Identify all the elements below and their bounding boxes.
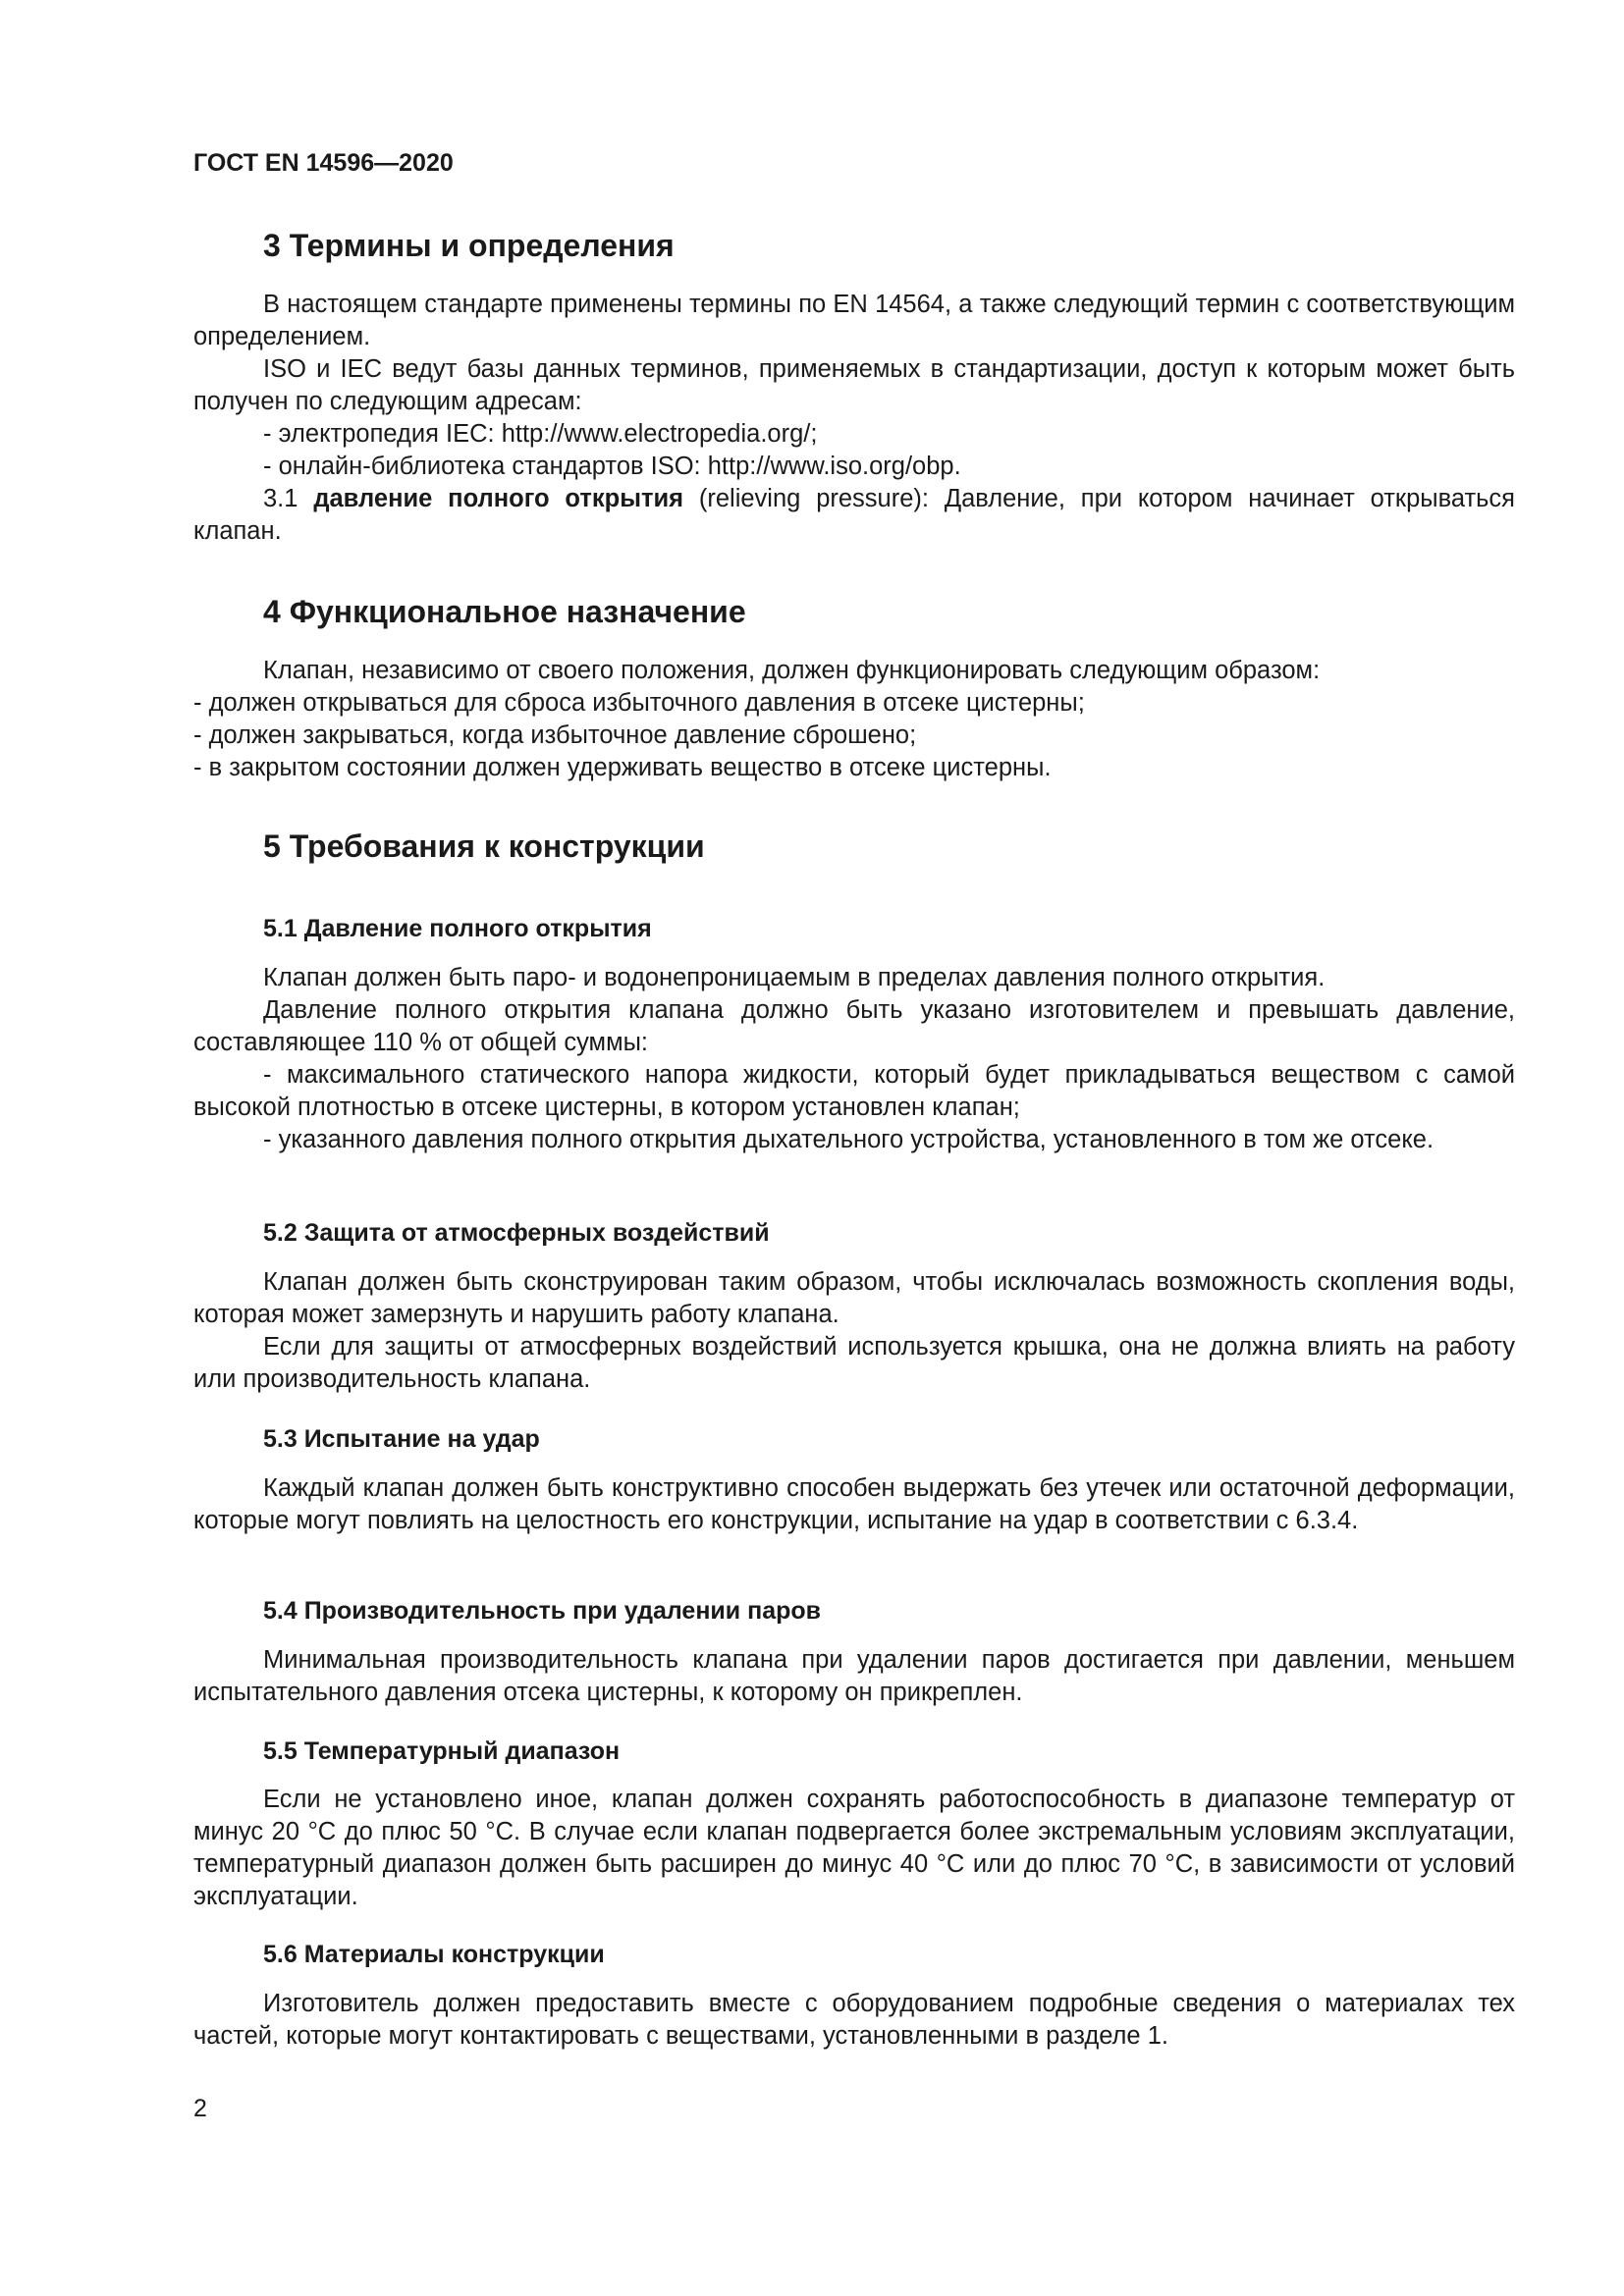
subsection-5-3-title: 5.3 Испытание на удар [263, 1425, 540, 1453]
section-3-body [193, 289, 1515, 548]
subsection-5-5-body [193, 1784, 1515, 1913]
paragraph: - указанного давления полного открытия дыхательного устройства, установленного в том же отсеке. [263, 1126, 1435, 1153]
term-definition [193, 483, 1515, 548]
term-number: 3.1 [263, 485, 298, 512]
paragraph: Минимальная производительность клапана при удалении паров достигается при давлении, меньшем испытательного давления отсека цистерны, к которому он прикреплен. [193, 1646, 1515, 1706]
page-number: 2 [193, 2095, 207, 2122]
subsection-5-1-body [193, 962, 1515, 1156]
paragraph: Если не установлено иное, клапан должен сохранять работоспособность в диапазоне температур от минус 20 °С до плюс 50 °С. В случае если клапан подвергается более экстремальным условиям эксплуатации, температурный диапазон должен быть расширен до минус 40 °С или до плюс 70 °С, в зависимости от условий эксплуатации. [193, 1786, 1515, 1910]
paragraph: - максимального статического напора жидкости, который будет прикладываться веществом с самой высокой плотностью в отсеке цистерны, в котором установлен клапан; [193, 1061, 1515, 1121]
paragraph: ISO и IEC ведут базы данных терминов, применяемых в стандартизации, доступ к которым может быть получен по следующим адресам: [193, 355, 1515, 415]
subsection-5-2-body [193, 1266, 1515, 1396]
term-text: (relieving pressure): Давление, при котором начинает открываться клапан. [193, 485, 1515, 545]
subsection-5-6-body [193, 1988, 1515, 2053]
section-3-title: 3 Термины и определения [263, 228, 675, 263]
list-item: - в закрытом состоянии должен удерживать вещество в отсеке цистерны. [193, 754, 1052, 781]
section-4-body [193, 655, 1515, 784]
list-item: - должен открываться для сброса избыточного давления в отсеке цистерны; [193, 689, 1085, 717]
paragraph: Если для защиты от атмосферных воздействий используется крышка, она не должна влиять на работу или производительность клапана. [193, 1333, 1515, 1393]
paragraph: Клапан должен быть паро- и водонепроницаемым в пределах давления полного открытия. [263, 964, 1326, 991]
document-header: ГОСТ EN 14596—2020 [193, 149, 454, 177]
list-item: - онлайн-библиотека стандартов ISO: http://www.iso.org/obp. [263, 453, 961, 480]
section-4-title: 4 Функциональное назначение [263, 594, 746, 629]
section-5-title: 5 Требования к конструкции [263, 828, 705, 864]
subsection-5-4-title: 5.4 Производительность при удалении паров [263, 1597, 822, 1625]
paragraph: В настоящем стандарте применены термины по EN 14564, а также следующий термин с соответствующим определением. [193, 291, 1515, 350]
subsection-5-1-title: 5.1 Давление полного открытия [263, 915, 652, 942]
subsection-5-4-body [193, 1644, 1515, 1709]
term-name: давление полного открытия [313, 485, 684, 512]
subsection-5-6-title: 5.6 Материалы конструкции [263, 1941, 605, 1968]
paragraph: Клапан должен быть сконструирован таким образом, чтобы исключалась возможность скопления воды, которая может замерзнуть и нарушить работу клапана. [193, 1268, 1515, 1328]
subsection-5-2-title: 5.2 Защита от атмосферных воздействий [263, 1219, 770, 1247]
paragraph: Изготовитель должен предоставить вместе с оборудованием подробные сведения о материалах тех частей, которые могут контактировать с веществами, установленными в разделе 1. [193, 1990, 1515, 2050]
paragraph: Давление полного открытия клапана должно быть указано изготовителем и превышать давление, составляющее 110 % от общей суммы: [193, 996, 1515, 1056]
subsection-5-5-title: 5.5 Температурный диапазон [263, 1737, 621, 1765]
paragraph: Клапан, независимо от своего положения, должен функционировать следующим образом: [263, 657, 1321, 684]
subsection-5-3-body [193, 1472, 1515, 1537]
list-item: - должен закрываться, когда избыточное давление сброшено; [193, 721, 917, 749]
list-item: - электропедия IEC: http://www.electropedia.org/; [263, 420, 818, 448]
paragraph: Каждый клапан должен быть конструктивно способен выдержать без утечек или остаточной деформации, которые могут повлиять на целостность его конструкции, испытание на удар в соответствии с 6.3.4. [193, 1474, 1515, 1534]
